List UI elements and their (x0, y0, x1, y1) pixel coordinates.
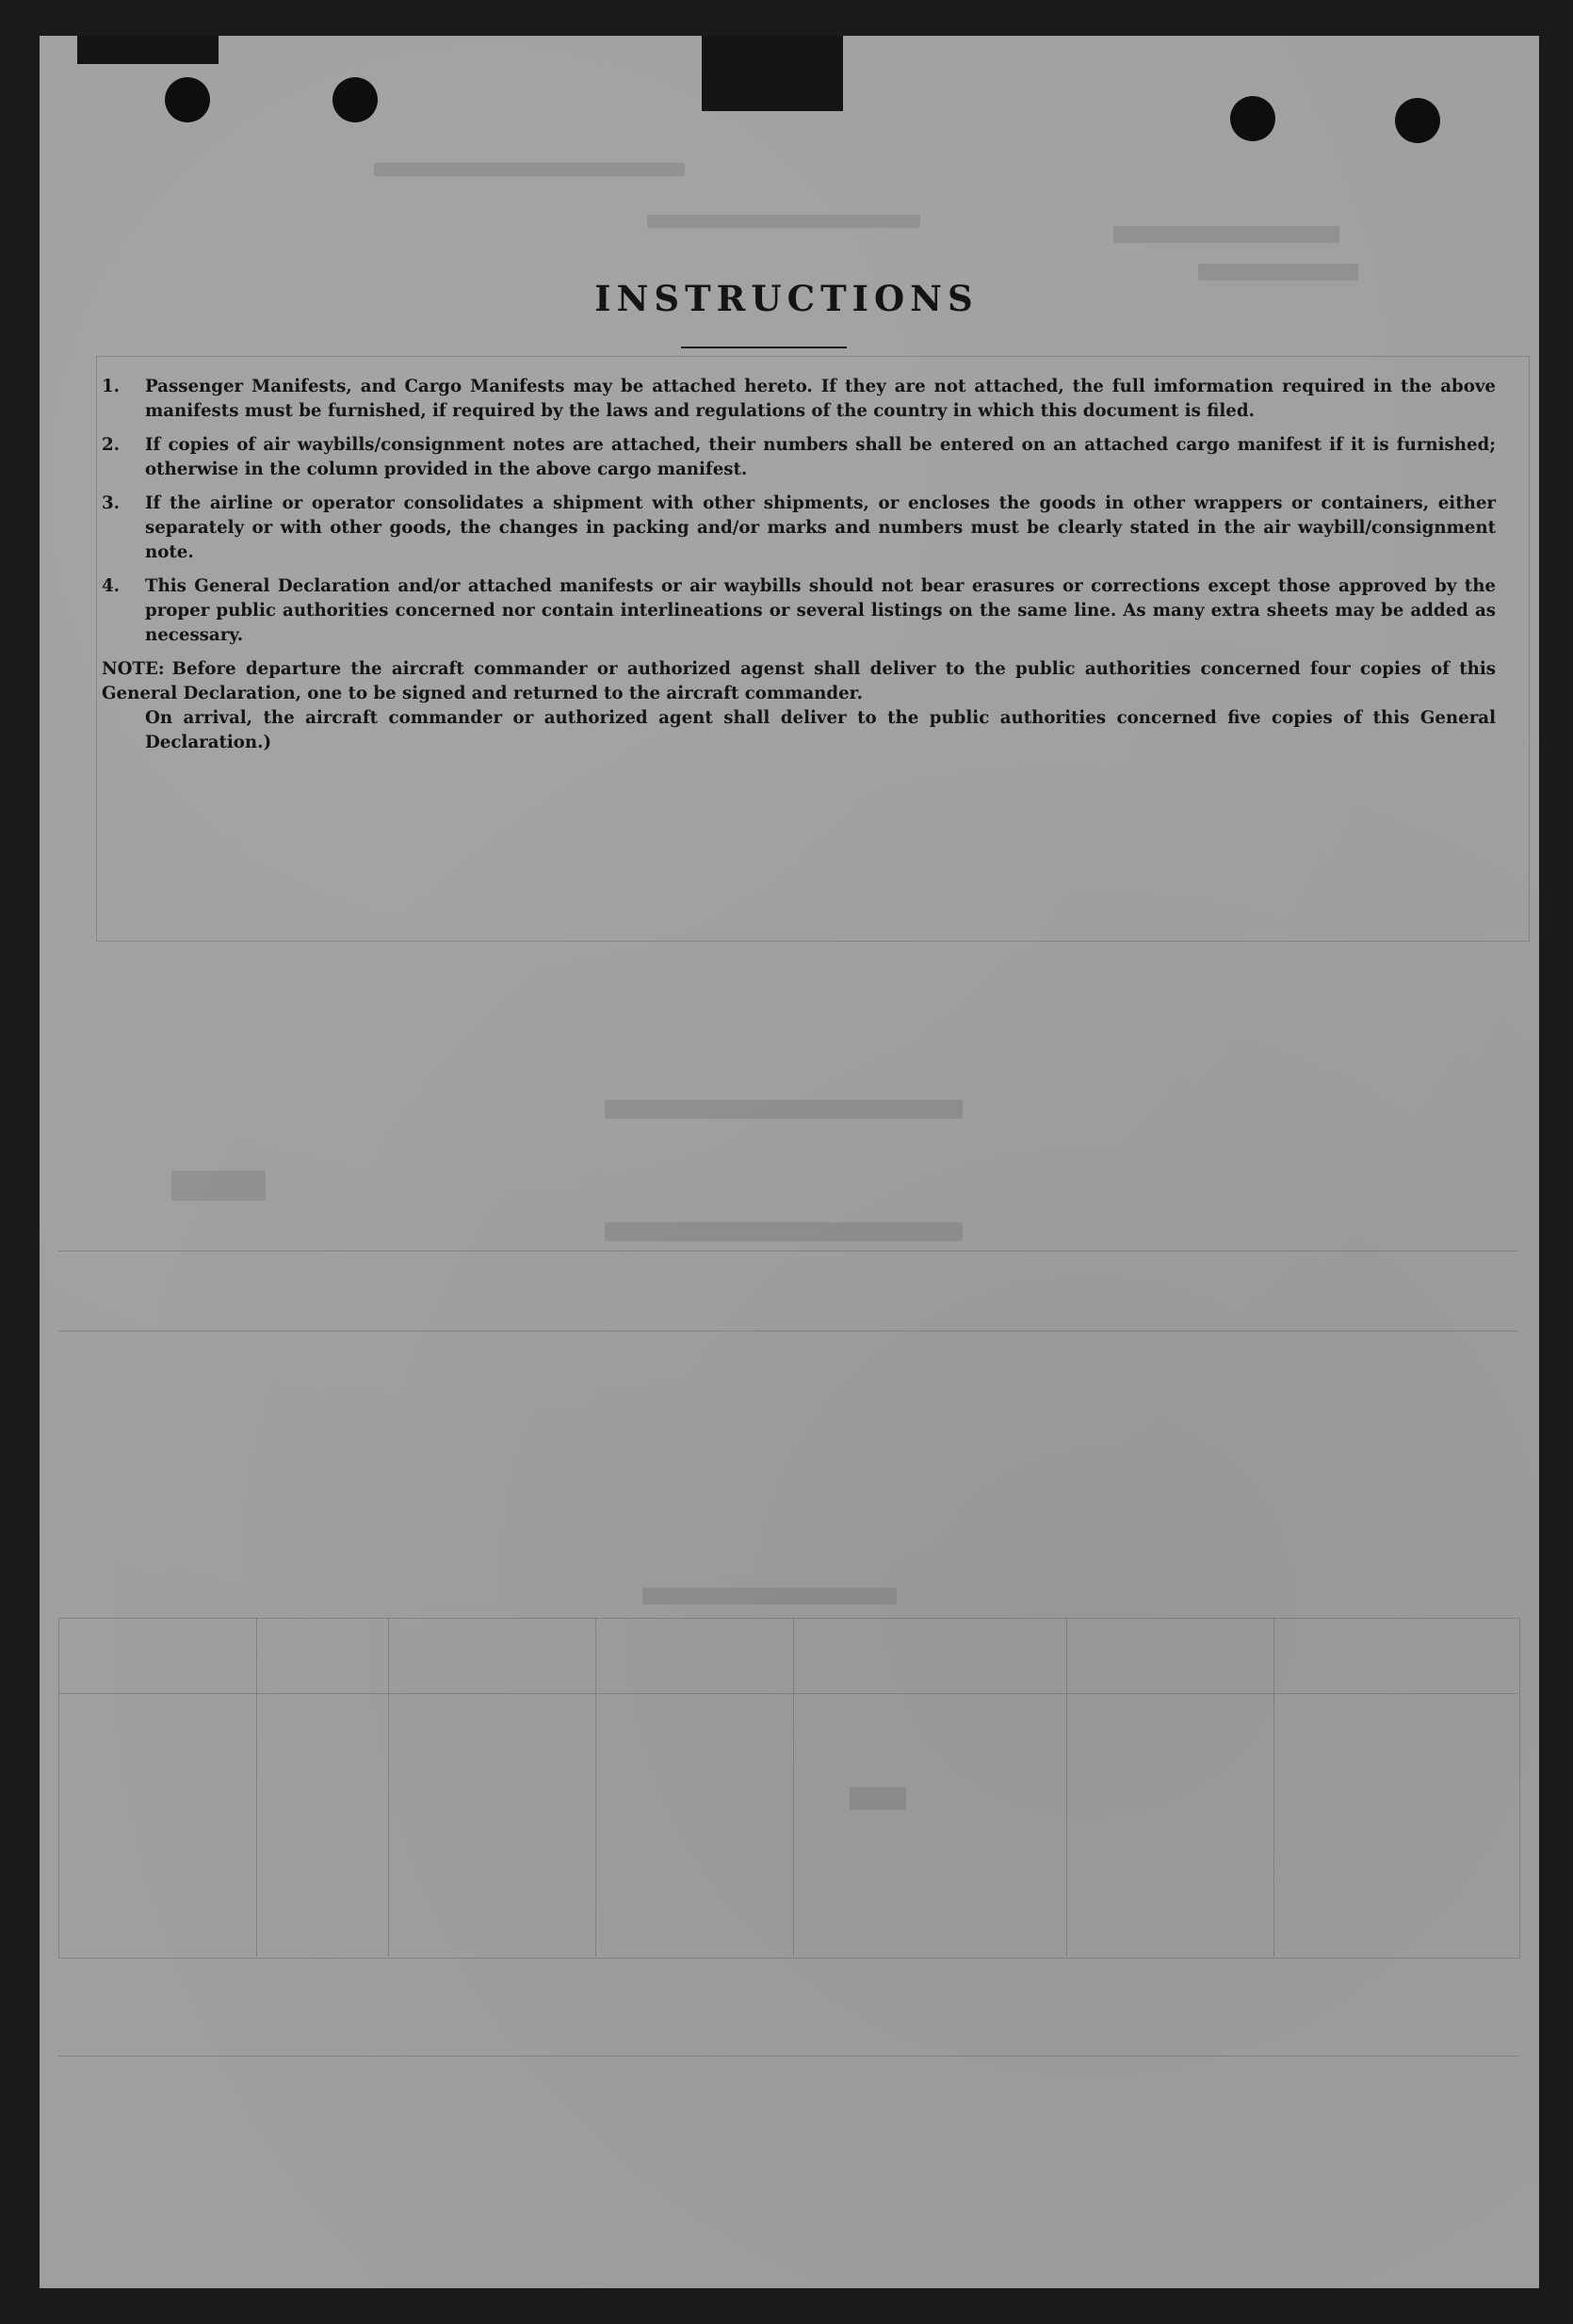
note-label: NOTE: (102, 659, 165, 679)
bleed-through-column (1066, 1618, 1067, 1957)
instruction-item-3 (102, 492, 1496, 565)
instruction-text: If copies of air waybills/consignment notes are attached, their numbers shall be entered on an attached cargo manifest if it is furnished; otherwise in the column provided in the above cargo manifest. (145, 435, 1496, 479)
instruction-number: 3. (102, 493, 120, 513)
note-paragraph-1 (102, 657, 1496, 706)
title-underline (681, 347, 847, 348)
bleed-through-mark (605, 1100, 963, 1119)
instruction-text: This General Declaration and/or attached manifests or air waybills should not bear erasures or corrections except those approved by the proper public authorities concerned nor contain interlineations or several listings on the same line. As many extra sheets may be added as necessary. (145, 576, 1496, 645)
bleed-through-mark (642, 1588, 897, 1605)
bleed-through-mark (647, 215, 920, 228)
document-sheet (40, 36, 1539, 2288)
bleed-through-column (595, 1618, 596, 1957)
instruction-item-2 (102, 433, 1496, 482)
instruction-number: 4. (102, 576, 120, 596)
torn-corner-left (77, 36, 219, 64)
bleed-through-column (256, 1618, 257, 1957)
bleed-through-manifest-box (58, 1618, 1520, 1959)
punch-hole-4 (1395, 98, 1440, 143)
bleed-through-rule (58, 1693, 1518, 1694)
torn-notch-top (702, 36, 843, 111)
bleed-through-column (388, 1618, 389, 1957)
note-paragraph-2: On arrival, the aircraft commander or authorized agent shall deliver to the public authorities concerned five copies of this General Declaration.) (145, 708, 1496, 752)
instruction-number: 2. (102, 435, 120, 455)
punch-hole-3 (1230, 96, 1275, 141)
note-block (102, 657, 1496, 755)
instruction-number: 1. (102, 377, 120, 396)
instruction-item-1 (102, 375, 1496, 424)
note-paragraph-1-text: Before departure the aircraft commander or authorized agenst shall deliver to the public authorities concerned four copies of this General Declaration, one to be signed and returned to the aircraft commander. (102, 659, 1496, 703)
bleed-through-mark (1113, 226, 1339, 243)
punch-hole-1 (165, 77, 210, 122)
page-title: INSTRUCTIONS (594, 278, 979, 319)
instruction-text: Passenger Manifests, and Cargo Manifests may be attached hereto. If they are not attached, the full imformation required in the above manifests must be furnished, if required by the laws and regulations of the country in which this document is filed. (145, 377, 1496, 421)
bleed-through-rule (58, 2056, 1518, 2057)
bleed-through-mark (171, 1170, 266, 1201)
bleed-through-column (1273, 1618, 1274, 1957)
bleed-through-mark (374, 163, 685, 176)
instructions-list (102, 375, 1496, 755)
instruction-item-4 (102, 574, 1496, 648)
note-body (102, 657, 1496, 755)
bleed-through-mark (605, 1222, 963, 1241)
punch-hole-2 (332, 77, 378, 122)
bleed-through-column (793, 1618, 794, 1957)
instruction-text: If the airline or operator consolidates a shipment with other shipments, or encloses the goods in other wrappers or containers, either separately or with other goods, the changes in packing and/or marks and numbers must be clearly stated in the air waybill/consignment note. (145, 493, 1496, 562)
